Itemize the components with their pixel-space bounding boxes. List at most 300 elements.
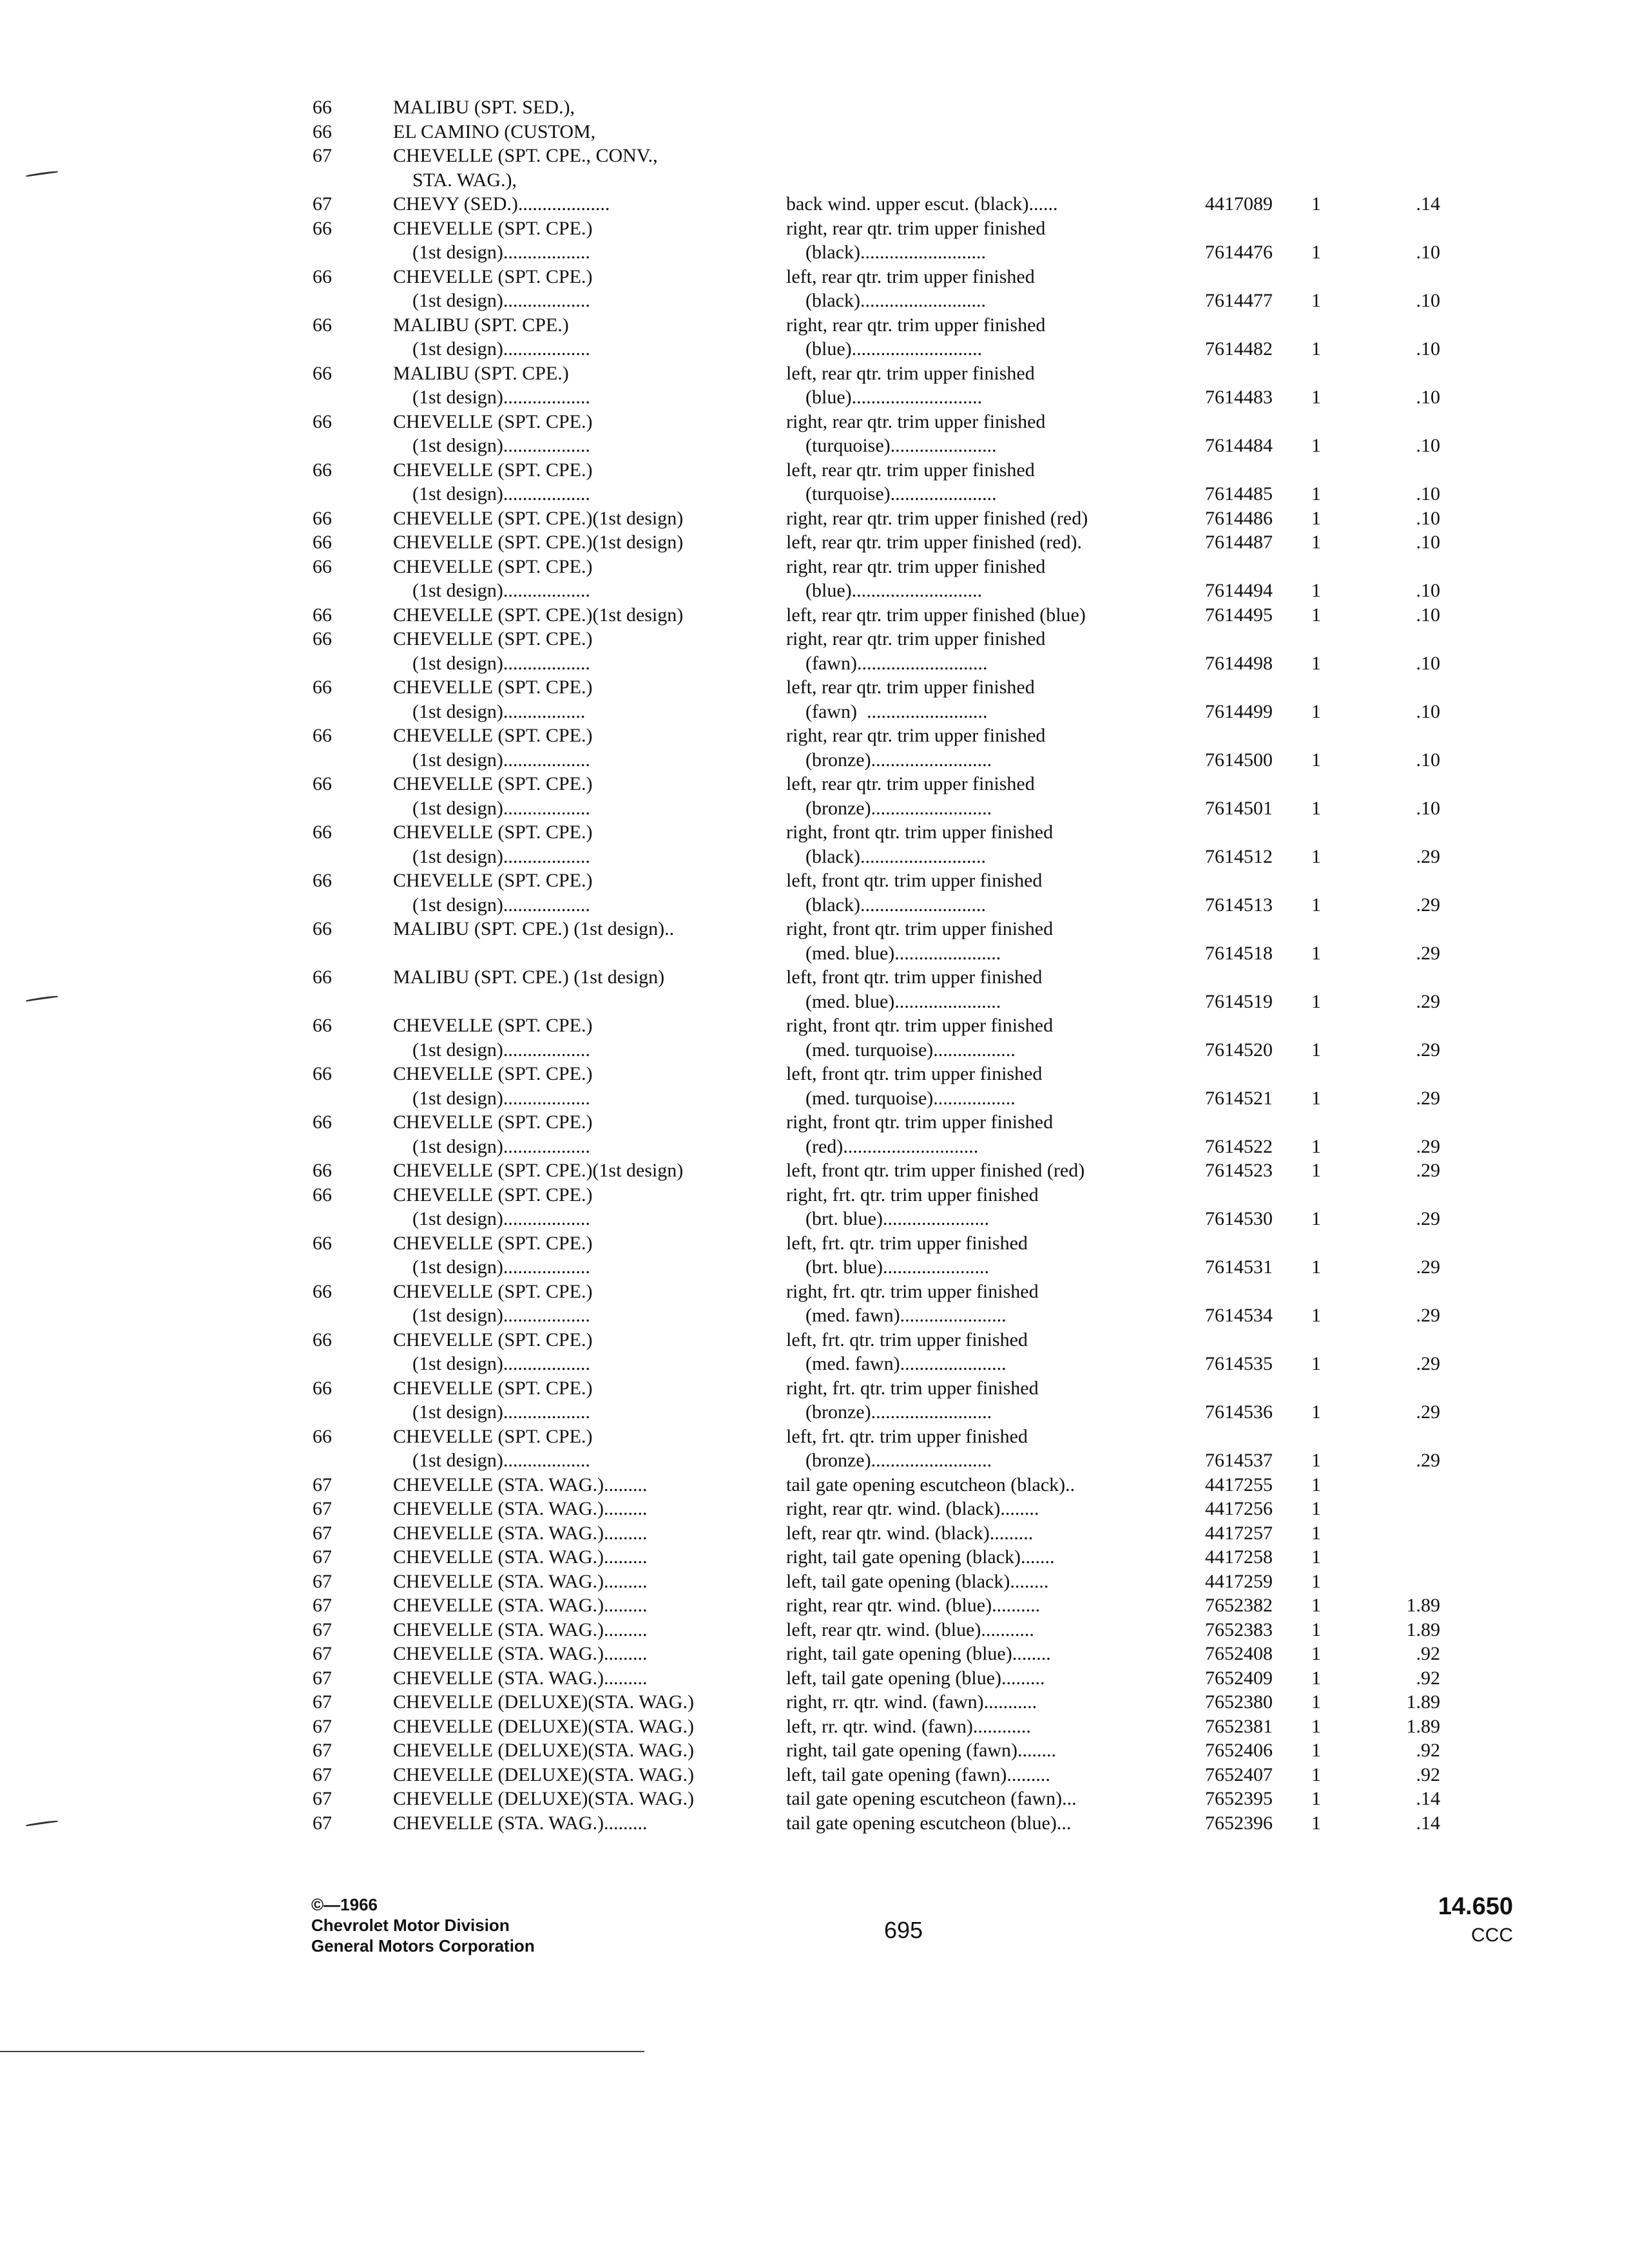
part-number-cell: 7614482	[1205, 338, 1273, 360]
description-cell: left, rear qtr. trim upper finished	[786, 773, 1035, 794]
quantity-cell: 1	[1311, 1087, 1321, 1109]
part-number-cell: 7614485	[1205, 483, 1273, 505]
binder-hole-mark	[26, 995, 58, 1002]
model-cell: CHEVELLE (SPT. CPE.)	[393, 459, 593, 481]
table-row	[313, 1062, 1537, 1086]
model-cell: MALIBU (SPT. SED.),	[393, 97, 575, 118]
quantity-cell: 1	[1311, 193, 1321, 215]
part-number-cell: 7614494	[1205, 580, 1273, 601]
year-cell: 66	[313, 1184, 332, 1206]
year-cell: 66	[313, 628, 332, 649]
division-name: Chevrolet Motor Division	[311, 1916, 510, 1935]
quantity-cell: 1	[1311, 1135, 1321, 1157]
description-cell: right, frt. qtr. trim upper finished	[786, 1280, 1039, 1302]
quantity-cell: 1	[1311, 1691, 1321, 1713]
table-row	[313, 265, 1537, 289]
quantity-cell: 1	[1311, 1570, 1321, 1592]
model-cell: CHEVELLE (STA. WAG.).........	[393, 1570, 648, 1592]
description-cell: left, rear qtr. wind. (blue)...........	[786, 1619, 1034, 1640]
table-row	[313, 627, 1537, 651]
model-cell: (1st design)..................	[393, 580, 590, 601]
description-cell: (med. blue)......................	[786, 990, 1001, 1012]
part-number-cell: 7614521	[1205, 1087, 1273, 1109]
table-row	[313, 1135, 1537, 1159]
model-cell: CHEVELLE (STA. WAG.).........	[393, 1619, 648, 1640]
copyright: ©—1966	[311, 1895, 378, 1914]
table-row	[313, 1425, 1537, 1449]
model-cell: CHEVELLE (STA. WAG.).........	[393, 1667, 648, 1689]
table-row	[313, 1666, 1537, 1691]
year-cell: 66	[313, 1015, 332, 1036]
quantity-cell: 1	[1311, 1474, 1321, 1495]
part-number-cell: 7614534	[1205, 1305, 1273, 1326]
description-cell: (black)..........................	[786, 845, 986, 867]
quantity-cell: 1	[1311, 1160, 1321, 1181]
description-cell: (black)..........................	[786, 242, 986, 263]
part-number-cell: 7614531	[1205, 1256, 1273, 1278]
price-cell: .29	[1416, 1039, 1440, 1061]
table-row	[313, 313, 1537, 338]
price-cell: .29	[1416, 1305, 1440, 1326]
table-row	[313, 361, 1537, 386]
model-cell: CHEVELLE (SPT. CPE.)	[393, 555, 593, 577]
model-cell: (1st design)..................	[393, 1087, 590, 1109]
part-number-cell: 7614500	[1205, 749, 1273, 771]
year-cell: 67	[313, 1740, 332, 1761]
quantity-cell: 1	[1311, 1305, 1321, 1326]
model-cell: CHEVY (SED.)...................	[393, 193, 610, 215]
table-row	[313, 458, 1537, 483]
year-cell: 66	[313, 1280, 332, 1302]
part-number-cell: 7614477	[1205, 290, 1273, 311]
table-row	[313, 144, 1537, 168]
table-row	[313, 120, 1537, 144]
model-cell: (1st design)..................	[393, 338, 590, 360]
year-cell: 66	[313, 1329, 332, 1350]
model-cell: CHEVELLE (SPT. CPE.)	[393, 217, 593, 239]
table-row	[313, 240, 1537, 265]
table-row	[313, 675, 1537, 700]
year-cell: 66	[313, 507, 332, 529]
description-cell: right, rr. qtr. wind. (fawn)...........	[786, 1691, 1037, 1713]
part-number-cell: 7614535	[1205, 1353, 1273, 1374]
description-cell: (blue)...........................	[786, 338, 983, 360]
table-row	[313, 1231, 1537, 1256]
price-cell: .10	[1416, 797, 1440, 819]
description-cell: (turquoise)......................	[786, 435, 997, 456]
publisher-block	[311, 1894, 535, 1956]
table-row	[313, 1521, 1537, 1546]
model-cell: (1st design)..................	[393, 1401, 590, 1423]
quantity-cell: 1	[1311, 1740, 1321, 1761]
description-cell: right, frt. qtr. trim upper finished	[786, 1377, 1039, 1399]
model-cell: CHEVELLE (SPT. CPE.)	[393, 1063, 593, 1084]
year-cell: 66	[313, 410, 332, 432]
model-cell: CHEVELLE (DELUXE)(STA. WAG.)	[393, 1715, 694, 1737]
model-cell: CHEVELLE (SPT. CPE.)(1st design)	[393, 604, 684, 626]
description-cell: right, rear qtr. trim upper finished (red)	[786, 507, 1088, 529]
table-row	[313, 1497, 1537, 1521]
description-cell: left, front qtr. trim upper finished	[786, 1063, 1043, 1084]
price-cell: .92	[1416, 1763, 1440, 1785]
table-row	[313, 1158, 1537, 1183]
quantity-cell: 1	[1311, 483, 1321, 505]
table-row	[313, 603, 1537, 628]
quantity-cell: 1	[1311, 652, 1321, 674]
table-row	[313, 772, 1537, 796]
description-cell: right, rear qtr. trim upper finished	[786, 725, 1046, 746]
corporation-name: General Motors Corporation	[311, 1936, 535, 1956]
year-cell: 67	[313, 1643, 332, 1664]
year-cell: 66	[313, 1232, 332, 1254]
table-row	[313, 1763, 1537, 1787]
description-cell: (brt. blue)......................	[786, 1256, 989, 1278]
quantity-cell: 1	[1311, 1667, 1321, 1689]
description-cell: (red)............................	[786, 1135, 979, 1157]
binder-hole-mark	[26, 171, 58, 177]
price-cell: .29	[1416, 1135, 1440, 1157]
quantity-cell: 1	[1311, 1450, 1321, 1471]
year-cell: 67	[313, 1691, 332, 1713]
price-cell: .29	[1416, 1208, 1440, 1229]
part-number-cell: 7652396	[1205, 1812, 1273, 1834]
model-cell: CHEVELLE (SPT. CPE.)(1st design)	[393, 507, 684, 529]
part-number-cell: 7614486	[1205, 507, 1273, 529]
description-cell: left, front qtr. trim upper finished	[786, 870, 1043, 891]
table-row	[313, 1352, 1537, 1376]
price-cell: .92	[1416, 1740, 1440, 1761]
year-cell: 66	[313, 918, 332, 939]
price-cell: .14	[1416, 1812, 1440, 1834]
table-row	[313, 1110, 1537, 1135]
table-row	[313, 1038, 1537, 1062]
description-cell: right, rear qtr. trim upper finished	[786, 410, 1046, 432]
part-number-cell: 4417089	[1205, 193, 1273, 215]
part-number-cell: 7614501	[1205, 797, 1273, 819]
part-number-cell: 4417258	[1205, 1546, 1273, 1568]
table-row	[313, 990, 1537, 1014]
table-row	[313, 965, 1537, 990]
year-cell: 66	[313, 1425, 332, 1447]
model-cell: CHEVELLE (DELUXE)(STA. WAG.)	[393, 1740, 694, 1761]
description-cell: left, front qtr. trim upper finished (red)	[786, 1160, 1085, 1181]
part-number-cell: 7614499	[1205, 700, 1273, 722]
description-cell: (fawn)...........................	[786, 652, 988, 674]
price-cell: .29	[1416, 1256, 1440, 1278]
quantity-cell: 1	[1311, 507, 1321, 529]
description-cell: right, frt. qtr. trim upper finished	[786, 1184, 1039, 1206]
part-number-cell: 4417259	[1205, 1570, 1273, 1592]
quantity-cell: 1	[1311, 1522, 1321, 1544]
table-row	[313, 1280, 1537, 1304]
description-cell: left, front qtr. trim upper finished	[786, 966, 1043, 988]
model-cell: EL CAMINO (CUSTOM,	[393, 120, 596, 142]
description-cell: (black)..........................	[786, 894, 986, 916]
description-cell: left, rear qtr. trim upper finished	[786, 265, 1035, 287]
part-number-cell: 7652382	[1205, 1595, 1273, 1616]
table-row	[313, 1183, 1537, 1207]
model-cell: CHEVELLE (SPT. CPE.)	[393, 1329, 593, 1350]
model-cell: (1st design)..................	[393, 1039, 590, 1061]
quantity-cell: 1	[1311, 1256, 1321, 1278]
description-cell: left, tail gate opening (fawn).........	[786, 1763, 1050, 1785]
year-cell: 67	[313, 1763, 332, 1785]
description-cell: (bronze).........................	[786, 749, 992, 771]
description-cell: (med. turquoise).................	[786, 1039, 1016, 1061]
model-cell: CHEVELLE (STA. WAG.).........	[393, 1643, 648, 1664]
quantity-cell: 1	[1311, 990, 1321, 1012]
page-number: 695	[884, 1917, 923, 1943]
model-cell: MALIBU (SPT. CPE.) (1st design)	[393, 966, 665, 988]
model-cell: CHEVELLE (SPT. CPE.)	[393, 870, 593, 891]
year-cell: 67	[313, 1474, 332, 1495]
price-cell: .10	[1416, 338, 1440, 360]
table-row	[313, 1303, 1537, 1328]
table-row	[313, 1642, 1537, 1666]
quantity-cell: 1	[1311, 797, 1321, 819]
quantity-cell: 1	[1311, 845, 1321, 867]
quantity-cell: 1	[1311, 290, 1321, 311]
model-cell: (1st design)..................	[393, 1208, 590, 1229]
table-row	[313, 1618, 1537, 1642]
quantity-cell: 1	[1311, 580, 1321, 601]
quantity-cell: 1	[1311, 700, 1321, 722]
description-cell: (med. blue)......................	[786, 942, 1001, 964]
model-cell: CHEVELLE (DELUXE)(STA. WAG.)	[393, 1691, 694, 1713]
description-cell: (black)..........................	[786, 290, 986, 311]
model-cell: MALIBU (SPT. CPE.)	[393, 314, 569, 336]
table-row	[313, 1376, 1537, 1401]
price-cell: .29	[1416, 990, 1440, 1012]
quantity-cell: 1	[1311, 1763, 1321, 1785]
description-cell: left, frt. qtr. trim upper finished	[786, 1425, 1028, 1447]
model-cell: CHEVELLE (SPT. CPE.)	[393, 725, 593, 746]
description-cell: left, rear qtr. trim upper finished	[786, 677, 1035, 698]
description-cell: left, rear qtr. trim upper finished	[786, 459, 1035, 481]
table-row	[313, 700, 1537, 724]
quantity-cell: 1	[1311, 1619, 1321, 1640]
quantity-cell: 1	[1311, 942, 1321, 964]
quantity-cell: 1	[1311, 1353, 1321, 1374]
year-cell: 66	[313, 120, 332, 142]
price-cell: .10	[1416, 483, 1440, 505]
model-cell: CHEVELLE (STA. WAG.).........	[393, 1498, 648, 1519]
part-number-cell: 7614520	[1205, 1039, 1273, 1061]
year-cell: 66	[313, 773, 332, 794]
model-cell: (1st design)..................	[393, 749, 590, 771]
model-cell: CHEVELLE (SPT. CPE.)	[393, 677, 593, 698]
description-cell: right, front qtr. trim upper finished	[786, 1111, 1054, 1133]
description-cell: right, rear qtr. trim upper finished	[786, 555, 1046, 577]
table-row	[313, 869, 1537, 893]
table-row	[313, 1207, 1537, 1231]
description-cell: right, rear qtr. trim upper finished	[786, 217, 1046, 239]
year-cell: 66	[313, 532, 332, 553]
table-row	[313, 579, 1537, 603]
year-cell: 66	[313, 362, 332, 384]
year-cell: 66	[313, 217, 332, 239]
quantity-cell: 1	[1311, 1788, 1321, 1809]
year-cell: 67	[313, 1812, 332, 1834]
quantity-cell: 1	[1311, 1208, 1321, 1229]
year-cell: 67	[313, 1522, 332, 1544]
model-cell: CHEVELLE (STA. WAG.).........	[393, 1522, 648, 1544]
model-cell: (1st design)..................	[393, 845, 590, 867]
table-row	[313, 289, 1537, 313]
year-cell: 66	[313, 1377, 332, 1399]
model-cell: CHEVELLE (SPT. CPE.)	[393, 773, 593, 794]
quantity-cell: 1	[1311, 894, 1321, 916]
part-number-cell: 7652408	[1205, 1643, 1273, 1664]
table-row	[313, 95, 1537, 120]
table-row	[313, 1787, 1537, 1811]
description-cell: (bronze).........................	[786, 1401, 992, 1423]
binder-hole-mark	[26, 1820, 58, 1827]
price-cell: 1.89	[1406, 1595, 1440, 1616]
table-row	[313, 192, 1537, 216]
model-cell: (1st design).................	[393, 700, 586, 722]
price-cell: .29	[1416, 1087, 1440, 1109]
description-cell: right, rear qtr. wind. (black)........	[786, 1498, 1039, 1519]
quantity-cell: 1	[1311, 1812, 1321, 1834]
model-cell: CHEVELLE (SPT. CPE.)	[393, 628, 593, 649]
model-cell: (1st design)..................	[393, 290, 590, 311]
quantity-cell: 1	[1311, 387, 1321, 408]
description-cell: right, front qtr. trim upper finished	[786, 1015, 1054, 1036]
part-number-cell: 7614536	[1205, 1401, 1273, 1423]
price-cell: .10	[1416, 532, 1440, 553]
part-number-cell: 7614530	[1205, 1208, 1273, 1229]
year-cell: 67	[313, 1498, 332, 1519]
description-cell: left, rear qtr. trim upper finished (red).	[786, 532, 1082, 553]
year-cell: 66	[313, 725, 332, 746]
price-cell: .29	[1416, 1450, 1440, 1471]
part-number-cell: 7652381	[1205, 1715, 1273, 1737]
model-cell: CHEVELLE (SPT. CPE.)	[393, 265, 593, 287]
quantity-cell: 1	[1311, 1546, 1321, 1568]
model-cell: CHEVELLE (SPT. CPE.)	[393, 410, 593, 432]
model-cell: STA. WAG.),	[393, 169, 517, 191]
quantity-cell: 1	[1311, 1715, 1321, 1737]
model-cell: CHEVELLE (SPT. CPE.)	[393, 822, 593, 843]
table-row	[313, 1690, 1537, 1715]
table-row	[313, 1593, 1537, 1618]
table-row	[313, 410, 1537, 434]
quantity-cell: 1	[1311, 1643, 1321, 1664]
description-cell: right, tail gate opening (fawn)........	[786, 1740, 1057, 1761]
year-cell: 66	[313, 459, 332, 481]
description-cell: (turquoise)......................	[786, 483, 997, 505]
model-cell: CHEVELLE (SPT. CPE.)(1st design)	[393, 1160, 684, 1181]
description-cell: (fawn) .........................	[786, 700, 988, 722]
description-cell: right, rear qtr. wind. (blue)..........	[786, 1595, 1041, 1616]
description-cell: right, rear qtr. trim upper finished	[786, 314, 1046, 336]
table-row	[313, 820, 1537, 845]
description-cell: tail gate opening escutcheon (black)..	[786, 1474, 1075, 1495]
price-cell: 1.89	[1406, 1691, 1440, 1713]
model-cell: (1st design)..................	[393, 242, 590, 263]
price-cell: .92	[1416, 1667, 1440, 1689]
price-cell: .92	[1416, 1643, 1440, 1664]
price-cell: .10	[1416, 435, 1440, 456]
model-cell: (1st design)..................	[393, 652, 590, 674]
description-cell: right, tail gate opening (blue)........	[786, 1643, 1051, 1664]
model-cell: CHEVELLE (SPT. CPE.)	[393, 1111, 593, 1133]
part-number-cell: 7614476	[1205, 242, 1273, 263]
table-row	[313, 748, 1537, 773]
table-row	[313, 1255, 1537, 1280]
description-cell: right, rear qtr. trim upper finished	[786, 628, 1046, 649]
table-row	[313, 482, 1537, 506]
description-cell: right, front qtr. trim upper finished	[786, 822, 1054, 843]
price-cell: .10	[1416, 290, 1440, 311]
model-cell: (1st design)..................	[393, 387, 590, 408]
part-number-cell: 7614484	[1205, 435, 1273, 456]
year-cell: 66	[313, 555, 332, 577]
table-row	[313, 216, 1537, 241]
year-cell: 66	[313, 1160, 332, 1181]
table-row	[313, 385, 1537, 410]
description-cell: back wind. upper escut. (black)......	[786, 193, 1058, 215]
part-number-cell: 7614522	[1205, 1135, 1273, 1157]
model-cell: (1st design)..................	[393, 1135, 590, 1157]
part-number-cell: 7652383	[1205, 1619, 1273, 1640]
table-row	[313, 168, 1537, 193]
table-row	[313, 530, 1537, 555]
price-cell: .10	[1416, 580, 1440, 601]
model-cell: CHEVELLE (STA. WAG.).........	[393, 1546, 648, 1568]
model-cell: CHEVELLE (SPT. CPE., CONV.,	[393, 145, 658, 166]
description-cell: left, rear qtr. wind. (black).........	[786, 1522, 1034, 1544]
part-number-cell: 7614512	[1205, 845, 1273, 867]
year-cell: 66	[313, 822, 332, 843]
description-cell: left, frt. qtr. trim upper finished	[786, 1329, 1028, 1350]
description-cell: (med. fawn)......................	[786, 1353, 1007, 1374]
part-number-cell: 7652380	[1205, 1691, 1273, 1713]
part-number-cell: 4417256	[1205, 1498, 1273, 1519]
price-cell: .29	[1416, 1401, 1440, 1423]
description-cell: right, front qtr. trim upper finished	[786, 918, 1054, 939]
quantity-cell: 1	[1311, 1039, 1321, 1061]
year-cell: 67	[313, 1667, 332, 1689]
year-cell: 66	[313, 604, 332, 626]
table-row	[313, 1448, 1537, 1473]
table-row	[313, 893, 1537, 918]
section-number: 14.650	[1438, 1893, 1513, 1920]
description-cell: (bronze).........................	[786, 1450, 992, 1471]
model-cell: (1st design)..................	[393, 483, 590, 505]
table-row	[313, 1570, 1537, 1594]
description-cell: (blue)...........................	[786, 387, 983, 408]
table-row	[313, 1328, 1537, 1352]
price-cell: .14	[1416, 193, 1440, 215]
price-cell: .29	[1416, 845, 1440, 867]
part-number-cell: 4417255	[1205, 1474, 1273, 1495]
description-cell: (med. turquoise).................	[786, 1087, 1016, 1109]
year-cell: 66	[313, 265, 332, 287]
year-cell: 66	[313, 677, 332, 698]
quantity-cell: 1	[1311, 604, 1321, 626]
model-cell: (1st design)..................	[393, 1305, 590, 1326]
price-cell: .29	[1416, 1353, 1440, 1374]
parts-list	[313, 95, 1537, 1835]
section-code	[1438, 1893, 1513, 1946]
table-row	[313, 1400, 1537, 1425]
part-number-cell: 7614537	[1205, 1450, 1273, 1471]
year-cell: 66	[313, 97, 332, 118]
year-cell: 67	[313, 1715, 332, 1737]
part-number-cell: 7614523	[1205, 1160, 1273, 1181]
